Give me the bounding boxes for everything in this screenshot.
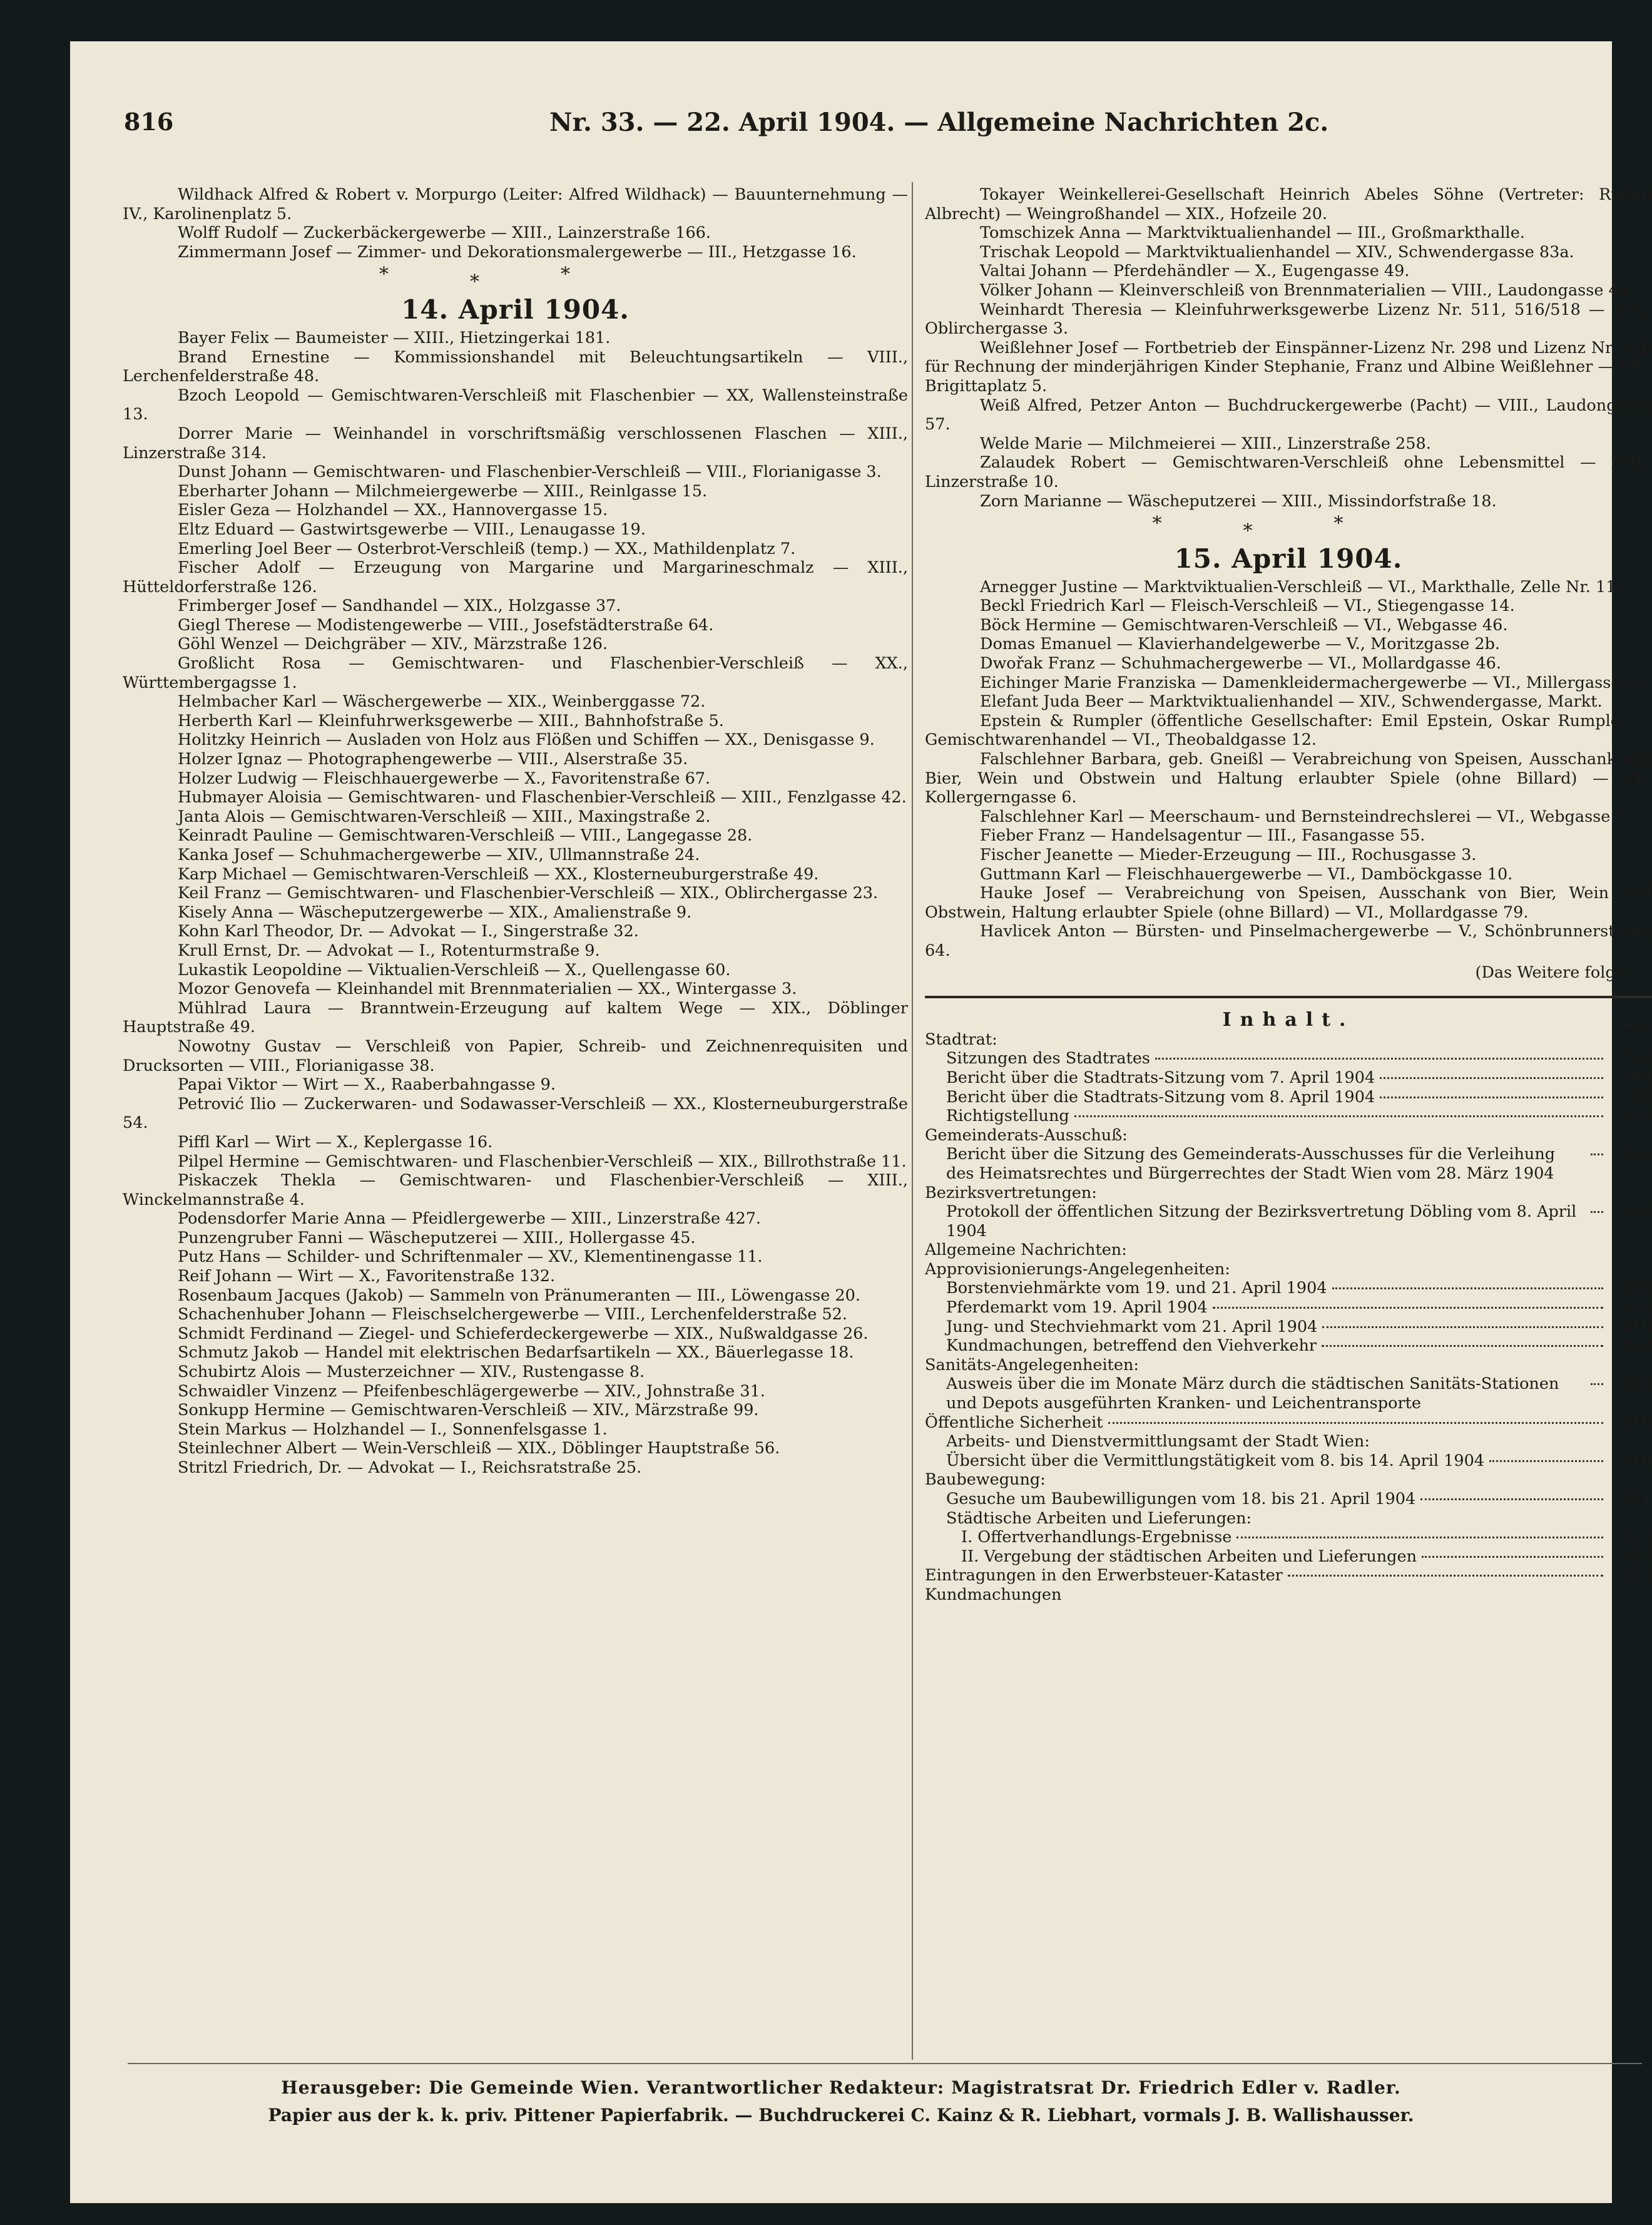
contents-row-title: Ausweis über die im Monate März durch die städtischen Sanitäts-Stationen und Depots ausgeführten Kranken- und Leichentransporte [946, 1374, 1559, 1413]
register-entry: Reif Johann — Wirt — X., Favoritenstraße 132. [178, 1267, 556, 1286]
continued-note: (Das Weitere folgt). [1475, 963, 1633, 982]
contents-row-page: 810 [1621, 1336, 1652, 1356]
contents-row-page: 813 [1621, 1547, 1652, 1566]
contents-row [925, 1432, 1652, 1451]
contents-leader-dots [1288, 1575, 1603, 1577]
register-entry: Punzengruber Fanni — Wäscheputzerei — XIII., Hollergasse 45. [178, 1228, 696, 1247]
contents-row-title: Protokoll der öffentlichen Sitzung der Bezirksvertretung Döbling vom 8. April 1904 [946, 1202, 1577, 1240]
date-heading-15-april: 15. April 1904. [1174, 543, 1403, 575]
register-entry: Valtai Johann — Pferdehändler — X., Eugengasse 49. [980, 262, 1410, 281]
newspaper-page [70, 41, 1652, 2203]
contents-row-title: Bericht über die Sitzung des Gemeinderats-Ausschusses für die Verleihung des Heimatsrechtes und Bürgerrechtes der Stadt Wien vom 28. März 1904 [946, 1145, 1556, 1183]
register-entry: Nowotny Gustav — Verschleiß von Papier, Schreib- und Zeichnenrequisiten und Drucksorten — VIII., Florianigasse 38. [123, 1036, 908, 1075]
left-entries [123, 329, 908, 1478]
register-entry: Schubirtz Alois — Musterzeichner — XIV., Rustengasse 8. [178, 1363, 645, 1382]
contents-leader-dots [1591, 1211, 1603, 1213]
date-heading-14-april: 14. April 1904. [401, 294, 630, 325]
left-column [123, 185, 908, 1478]
contents-row-page: 793 [1621, 1068, 1652, 1087]
right-column [925, 185, 1652, 1605]
contents-leader-dots [1591, 1153, 1603, 1155]
contents-row-title: Stadtrat: [925, 1030, 997, 1049]
contents-page-label: Seite [1619, 1016, 1652, 1032]
register-entry: Tomschizek Anna — Marktviktualienhandel — III., Großmarkthalle. [980, 223, 1525, 243]
contents-row [925, 1317, 1652, 1337]
register-entry: Karp Michael — Gemischtwaren-Verschleiß — XX., Klosterneuburgerstraße 49. [178, 864, 819, 884]
register-entry: Krull Ernst, Dr. — Advokat — I., Rotenturmstraße 9. [178, 941, 600, 960]
imprint-publisher: Herausgeber: Die Gemeinde Wien. Verantwortlicher Redakteur: Magistratsrat Dr. Friedrich Edler v. Radler. [281, 2077, 1401, 2098]
register-entry: Zimmermann Josef — Zimmer- und Dekorationsmalergewerbe — III., Hetzgasse 16. [178, 242, 857, 262]
contents-row-title: Sanitäts-Angelegenheiten: [925, 1355, 1140, 1374]
register-entry: Stritzl Friedrich, Dr. — Advokat — I., Reichsratstraße 25. [178, 1458, 642, 1477]
register-entry: Herberth Karl — Kleinfuhrwerksgewerbe — XIII., Bahnhofstraße 5. [178, 711, 724, 730]
register-entry: Eberharter Johann — Milchmeiergewerbe — XIII., Reinlgasse 15. [178, 481, 708, 501]
register-entry: Völker Johann — Kleinverschleiß von Brennmaterialien — VIII., Laudongasse 46. [980, 280, 1634, 300]
contents-row-title: Gemeinderats-Ausschuß: [925, 1125, 1128, 1145]
contents-row-page: 798 [1621, 1087, 1652, 1107]
register-entry: Brand Ernestine — Kommissionshandel mit Beleuchtungsartikeln — VIII., Lerchenfelderstraße 48. [123, 347, 908, 386]
contents-row-page: 793 [1621, 1049, 1652, 1068]
imprint [70, 2074, 1612, 2129]
contents-leader-dots [1380, 1097, 1603, 1098]
register-entry: Tokayer Weinkellerei-Gesellschaft Heinrich Abeles Söhne (Vertreter: Rudolf Albrecht) — Weingroßhandel — XIX., Hofzeile 20. [925, 185, 1652, 223]
contents-row-title: Eintragungen in den Erwerbsteuer-Kataster [925, 1566, 1283, 1585]
contents-row-page: 806 [1621, 1145, 1652, 1164]
right-intro-entries [925, 185, 1652, 511]
register-entry: Trischak Leopold — Marktviktualienhandel — XIV., Schwendergasse 83a. [980, 242, 1574, 262]
contents-leader-dots [1332, 1287, 1603, 1289]
register-entry: Zorn Marianne — Wäscheputzerei — XIII., Missindorfstraße 18. [980, 491, 1497, 511]
register-entry: Mühlrad Laura — Branntwein-Erzeugung auf kaltem Wege — XIX., Döblinger Hauptstraße 49. [123, 998, 908, 1037]
contents-row-page: 810 [1621, 1317, 1652, 1336]
contents-row [925, 1145, 1652, 1183]
contents-row [925, 1298, 1652, 1317]
register-entry: Schachenhuber Johann — Fleischselchergewerbe — VIII., Lerchenfelderstraße 52. [178, 1305, 847, 1324]
register-entry: Schmidt Ferdinand — Ziegel- und Schieferdeckergewerbe — XIX., Nußwaldgasse 26. [178, 1324, 869, 1343]
register-entry: Eltz Eduard — Gastwirtsgewerbe — VIII., Lenaugasse 19. [178, 519, 646, 539]
register-entry: Guttmann Karl — Fleischhauergewerbe — VI., Damböckgasse 10. [980, 864, 1513, 884]
register-entry: Falschlehner Barbara, geb. Gneißl — Verabreichung von Speisen, Ausschank von Bier, Wein und Obstwein und Haltung erlaubter Spiele (ohne Billard) — VI., Kollergerngasse 6. [925, 750, 1652, 807]
page-header [124, 108, 1329, 151]
register-entry: Janta Alois — Gemischtwaren-Verschleiß — XIII., Maxingstraße 2. [178, 807, 711, 826]
register-entry: Eisler Geza — Holzhandel — XX., Hannovergasse 15. [178, 501, 608, 520]
contents-row [925, 1088, 1652, 1107]
register-entry: Dunst Johann — Gemischtwaren- und Flaschenbier-Verschleiß — VIII., Florianigasse 3. [178, 463, 882, 482]
contents-row [925, 1356, 1652, 1375]
register-entry: Fieber Franz — Handelsagentur — III., Fasangasse 55. [980, 826, 1425, 846]
register-entry: Mozor Genovefa — Kleinhandel mit Brennmaterialien — XX., Wintergasse 3. [178, 980, 797, 999]
contents-row [925, 1049, 1652, 1068]
contents-row [925, 1107, 1652, 1126]
register-entry: Frimberger Josef — Sandhandel — XIX., Holzgasse 37. [178, 596, 621, 616]
contents-row-page: 805 [1621, 1107, 1652, 1126]
contents-row-title: Sitzungen des Stadtrates [946, 1049, 1151, 1068]
contents-row-page: 809 [1621, 1298, 1652, 1317]
register-entry: Petrović Ilio — Zuckerwaren- und Sodawasser-Verschleiß — XX., Klosterneuburgerstraße 54. [123, 1094, 908, 1133]
register-entry: Stein Markus — Holzhandel — I., Sonnenfelsgasse 1. [178, 1419, 608, 1439]
contents-row-page: 814 [1621, 1566, 1652, 1585]
register-entry: Kohn Karl Theodor, Dr. — Advokat — I., Singerstraße 32. [178, 922, 639, 941]
register-entry: Göhl Wenzel — Deichgräber — XIV., Märzstraße 126. [178, 635, 608, 654]
contents-title [925, 1011, 1652, 1030]
register-entry: Bayer Felix — Baumeister — XIII., Hietzingerkai 181. [178, 328, 611, 347]
register-entry: Holitzky Heinrich — Ausladen von Holz aus Flößen und Schiffen — XX., Denisgasse 9. [178, 730, 875, 750]
contents-leader-dots [1236, 1537, 1603, 1538]
register-entry: Holzer Ignaz — Photographengewerbe — VIII., Alserstraße 35. [178, 750, 688, 769]
register-entry: Fischer Jeanette — Mieder-Erzeugung — III., Rochusgasse 3. [980, 846, 1477, 864]
register-entry: Bzoch Leopold — Gemischtwaren-Verschleiß mit Flaschenbier — XX, Wallensteinstraße 13. [123, 386, 908, 424]
contents-row-page: 811 [1621, 1490, 1652, 1508]
register-entry: Dorrer Marie — Weinhandel in vorschriftsmäßig verschlossenen Flaschen — XIII., Linzerstraße 314. [123, 424, 908, 463]
contents-row-title: Borstenviehmärkte vom 19. und 21. April 1904 [946, 1279, 1327, 1298]
column-divider [912, 182, 913, 2060]
contents-leader-dots [1420, 1498, 1603, 1500]
table-of-contents [925, 1030, 1652, 1605]
contents-row [925, 1528, 1652, 1547]
contents-row-title: Allgemeine Nachrichten: [925, 1240, 1127, 1260]
contents-row [925, 1126, 1652, 1145]
contents-row [925, 1413, 1652, 1433]
contents-row-page: 809 [1621, 1279, 1652, 1298]
contents-row-title: Arbeits- und Dienstvermittlungsamt der Stadt Wien: [946, 1432, 1370, 1451]
section-stars: *** [1152, 513, 1425, 543]
contents-row [925, 1279, 1652, 1298]
register-entry: Rosenbaum Jacques (Jakob) — Sammeln von Pränumeranten — III., Löwengasse 20. [178, 1286, 860, 1305]
register-entry: Giegl Therese — Modistengewerbe — VIII., Josefstädterstraße 64. [178, 615, 714, 635]
register-entry: Steinlechner Albert — Wein-Verschleiß — XIX., Döblinger Hauptstraße 56. [178, 1439, 780, 1458]
contents-row [925, 1374, 1652, 1413]
contents-leader-dots [1155, 1058, 1603, 1060]
contents-leader-dots [1074, 1115, 1603, 1117]
register-entry: Dwořak Franz — Schuhmachergewerbe — VI., Mollardgasse 46. [980, 654, 1502, 673]
contents-title-text: Inhalt. [1222, 1009, 1355, 1031]
register-entry: Großlicht Rosa — Gemischtwaren- und Flaschenbier-Verschleiß — XX., Württembergagsse 1. [123, 654, 908, 692]
register-entry: Keil Franz — Gemischtwaren- und Flaschenbier-Verschleiß — XIX., Oblirchergasse 23. [178, 884, 879, 903]
register-entry: Wolff Rudolf — Zuckerbäckergewerbe — XIII., Lainzerstraße 166. [178, 223, 711, 243]
register-entry: Weinhardt Theresia — Kleinfuhrwerksgewerbe Lizenz Nr. 511, 516/518 — XIX., Oblirchergasse 3. [925, 300, 1652, 339]
register-entry: Emerling Joel Beer — Osterbrot-Verschleiß (temp.) — XX., Mathildenplatz 7. [178, 539, 796, 558]
running-title: Nr. 33. — 22. April 1904. — Allgemeine Nachrichten 2c. [549, 108, 1329, 137]
contents-row [925, 1240, 1652, 1260]
contents-row-title: Approvisionierungs-Angelegenheiten: [925, 1259, 1230, 1279]
register-entry: Kanka Josef — Schuhmachergewerbe — XIV., Ullmannstraße 24. [178, 846, 700, 864]
contents-row-page: 810 [1621, 1374, 1652, 1394]
register-entry: Böck Hermine — Gemischtwaren-Verschleiß — VI., Webgasse 46. [980, 615, 1508, 635]
contents-row-title: Öffentliche Sicherheit [925, 1413, 1103, 1432]
contents-row-title: Baubewegung: [925, 1470, 1046, 1490]
contents-row [925, 1547, 1652, 1567]
contents-row-page: 812 [1621, 1528, 1652, 1547]
contents-row-page: 810 [1621, 1413, 1652, 1432]
page-number: 816 [124, 108, 174, 136]
register-entry: Holzer Ludwig — Fleischhauergewerbe — X., Favoritenstraße 67. [178, 769, 711, 788]
contents-row-title: Übersicht über die Vermittlungstätigkeit vom 8. bis 14. April 1904 [946, 1451, 1485, 1470]
register-entry: Podensdorfer Marie Anna — Pfeidlergewerbe — XIII., Linzerstraße 427. [178, 1209, 762, 1229]
contents-row [925, 1030, 1652, 1050]
contents-row [925, 1184, 1652, 1203]
register-entry: Helmbacher Karl — Wäschergewerbe — XIX., Weinberggasse 72. [178, 692, 706, 712]
register-entry: Schwaidler Vinzenz — Pfeifenbeschlägergewerbe — XIV., Johnstraße 31. [178, 1381, 765, 1401]
contents-row-title: Bericht über die Stadtrats-Sitzung vom 7. April 1904 [946, 1068, 1375, 1087]
register-entry: Lukastik Leopoldine — Viktualien-Verschleiß — X., Quellengasse 60. [178, 960, 731, 980]
register-entry: Elefant Juda Beer — Marktviktualienhandel — XIV., Schwendergasse, Markt. [980, 692, 1603, 712]
register-entry: Schmutz Jakob — Handel mit elektrischen Bedarfsartikeln — XX., Bäuerlegasse 18. [178, 1343, 854, 1363]
contents-row [925, 1566, 1652, 1585]
contents-leader-dots [1322, 1326, 1603, 1328]
contents-leader-dots [1108, 1422, 1603, 1424]
register-entry: Piskaczek Thekla — Gemischtwaren- und Flaschenbier-Verschleiß — XIII., Winckelmannstraße 4. [123, 1171, 908, 1209]
footer-rule [128, 2063, 1642, 2064]
contents-row-title: Städtische Arbeiten und Lieferungen: [946, 1508, 1252, 1528]
section-stars: *** [379, 263, 651, 294]
contents-row [925, 1451, 1652, 1471]
register-entry: Falschlehner Karl — Meerschaum- und Bernsteindrechslerei — VI., Webgasse 9. [980, 807, 1631, 826]
contents-row [925, 1490, 1652, 1509]
contents-row-title: Gesuche um Baubewilligungen vom 18. bis 21. April 1904 [946, 1490, 1416, 1508]
contents-row-title: Kundmachungen [925, 1585, 1062, 1604]
register-entry: Keinradt Pauline — Gemischtwaren-Verschleiß — VIII., Langegasse 28. [178, 826, 753, 846]
register-entry: Fischer Adolf — Erzeugung von Margarine und Margarineschmalz — XIII., Hütteldorferstraße 126. [123, 558, 908, 596]
register-entry: Domas Emanuel — Klavierhandelgewerbe — V., Moritzgasse 2b. [980, 635, 1501, 654]
contents-row-title: Bericht über die Stadtrats-Sitzung vom 8. April 1904 [946, 1087, 1375, 1107]
contents-row-title: II. Vergebung der städtischen Arbeiten und Lieferungen [961, 1547, 1417, 1566]
register-entry: Papai Viktor — Wirt — X., Raaberbahngasse 9. [178, 1075, 556, 1095]
register-entry: Weiß Alfred, Petzer Anton — Buchdruckergewerbe (Pacht) — VIII., Laudongasse 57. [925, 396, 1652, 434]
contents-row [925, 1202, 1652, 1240]
register-entry: Putz Hans — Schilder- und Schriftenmaler — XV., Klementinengasse 11. [178, 1247, 763, 1267]
right-entries [925, 578, 1652, 961]
register-entry: Welde Marie — Milchmeierei — XIII., Linzerstraße 258. [980, 434, 1431, 453]
contents-row [925, 1470, 1652, 1490]
contents-row-title: Richtigstellung [946, 1107, 1069, 1126]
register-entry: Hauke Josef — Verabreichung von Speisen, Ausschank von Bier, Wein und Obstwein, Haltung erlaubter Spiele (ohne Billard) — VI., Mollardgasse 79. [925, 884, 1652, 922]
left-intro-entries [123, 185, 908, 262]
contents-row-page: 810 [1621, 1451, 1652, 1470]
register-entry: Pilpel Hermine — Gemischtwaren- und Flaschenbier-Verschleiß — XIX., Billrothstraße 11. [178, 1152, 907, 1171]
contents-leader-dots [1489, 1460, 1603, 1462]
imprint-printer: Papier aus der k. k. priv. Pittener Papierfabrik. — Buchdruckerei C. Kainz & R. Liebhart, vormals J. B. Wallishausser. [268, 2105, 1414, 2125]
contents-leader-dots [1322, 1345, 1603, 1347]
contents-divider [925, 996, 1652, 998]
contents-row-title: Pferdemarkt vom 19. April 1904 [946, 1298, 1208, 1317]
contents-leader-dots [1591, 1383, 1603, 1385]
contents-row-title: I. Offertverhandlungs-Ergebnisse [961, 1528, 1232, 1547]
contents-row-title: Jung- und Stechviehmarkt vom 21. April 1904 [946, 1317, 1318, 1336]
contents-row-title: Bezirksvertretungen: [925, 1183, 1097, 1202]
contents-row [925, 1509, 1652, 1528]
register-entry: Havlicek Anton — Bürsten- und Pinselmachergewerbe — V., Schönbrunnerstraße 64. [925, 922, 1652, 960]
register-entry: Arnegger Justine — Marktviktualien-Verschleiß — VI., Markthalle, Zelle Nr. 119. [980, 577, 1631, 596]
contents-row [925, 1585, 1652, 1605]
register-entry: Kisely Anna — Wäscheputzergewerbe — XIX., Amalienstraße 9. [178, 903, 692, 922]
register-entry: Sonkupp Hermine — Gemischtwaren-Verschleiß — XIV., Märzstraße 99. [178, 1401, 759, 1420]
contents-row [925, 1260, 1652, 1279]
contents-row-page: 808 [1621, 1202, 1652, 1222]
contents-leader-dots [1380, 1077, 1603, 1079]
contents-row-title: Kundmachungen, betreffend den Viehverkehr [946, 1336, 1317, 1356]
register-entry: Wildhack Alfred & Robert v. Morpurgo (Leiter: Alfred Wildhack) — Bauunternehmung — IV., Karolinenplatz 5. [123, 185, 908, 223]
register-entry: Eichinger Marie Franziska — Damenkleidermachergewerbe — VI., Millergasse 33. [980, 673, 1651, 692]
contents-row [925, 1336, 1652, 1356]
register-entry: Epstein & Rumpler (öffentliche Gesellschafter: Emil Epstein, Oskar Rumpler — Gemischtwarenhandel — VI., Theobaldgasse 12. [925, 711, 1652, 750]
contents-row [925, 1068, 1652, 1088]
register-entry: Hubmayer Aloisia — Gemischtwaren- und Flaschenbier-Verschleiß — XIII., Fenzlgasse 42. [178, 788, 907, 807]
register-entry: Beckl Friedrich Karl — Fleisch-Verschleiß — VI., Stiegengasse 14. [980, 596, 1515, 616]
register-entry: Weißlehner Josef — Fortbetrieb der Einspänner-Lizenz Nr. 298 und Lizenz Nr. 528 für Rechnung der minderjährigen Kinder Stephanie, Franz und Albine Weißlehner — XX., Brigittaplatz 5. [925, 338, 1652, 396]
register-entry: Piffl Karl — Wirt — X., Keplergasse 16. [178, 1132, 493, 1152]
register-entry: Zalaudek Robert — Gemischtwaren-Verschleiß ohne Lebensmittel — XIII., Linzerstraße 10. [925, 453, 1652, 491]
contents-leader-dots [1213, 1307, 1603, 1309]
contents-leader-dots [1422, 1556, 1603, 1558]
